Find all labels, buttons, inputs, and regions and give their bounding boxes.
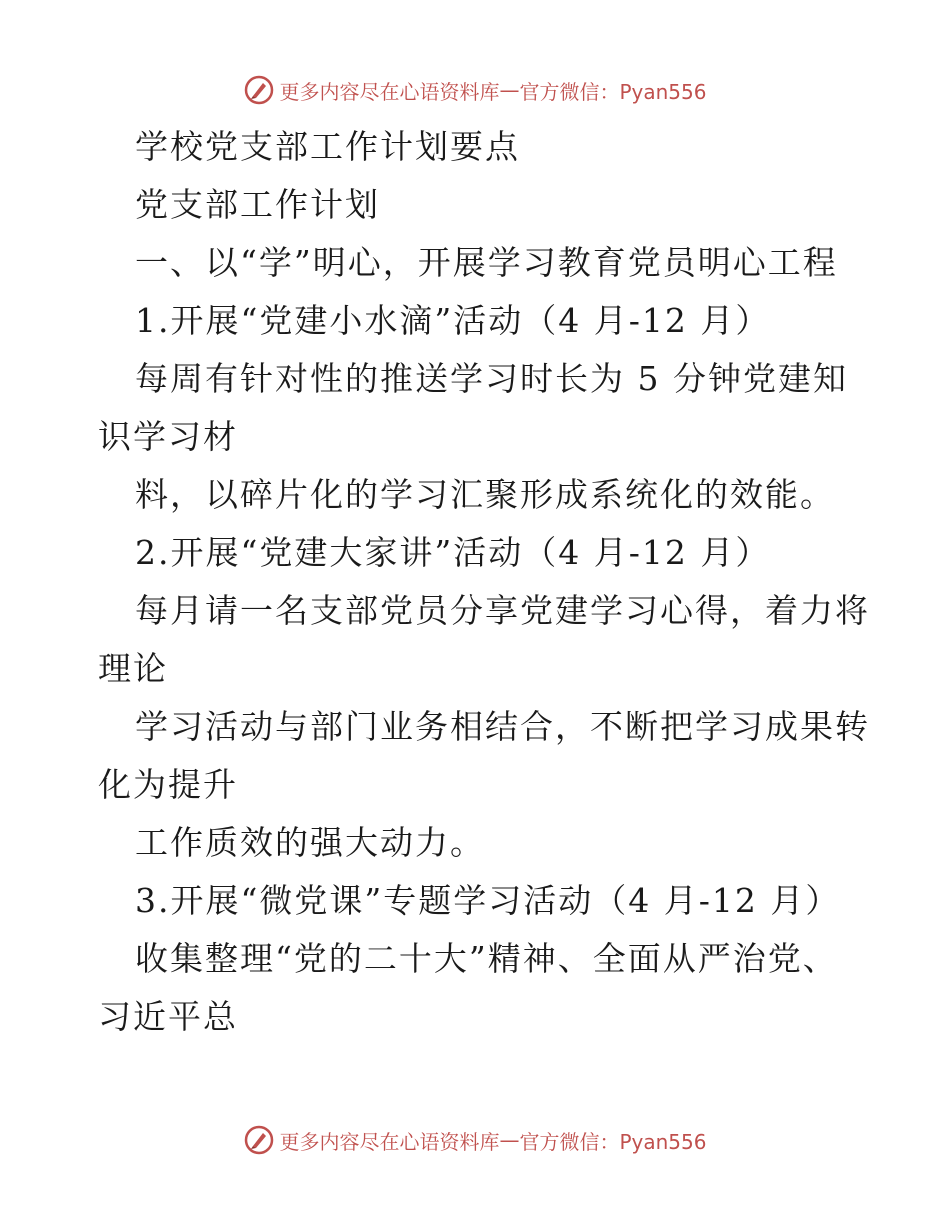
paragraph-line: 工作质效的强大动力。 (135, 823, 485, 862)
watermark-brand: 更多内容尽在心语资料库 (279, 1129, 500, 1154)
paragraph-line: 收集整理“党的二十大”精神、全面从严治党、 (135, 939, 838, 978)
paragraph-line: 每月请一名支部党员分享党建学习心得，着力将 (135, 591, 870, 630)
watermark-separator: — (499, 1128, 520, 1152)
paragraph-line: 学习活动与部门业务相结合，不断把学习成果转 (135, 707, 870, 746)
paragraph-line: 识学习材 (98, 417, 238, 456)
document-title: 学校党支部工作计划要点 (135, 127, 520, 166)
paragraph-line: 理论 (98, 649, 168, 688)
footer-watermark (0, 1120, 950, 1160)
pen-nib-circle-icon (243, 74, 275, 106)
paragraph-line: 料，以碎片化的学习汇聚形成系统化的效能。 (135, 475, 835, 514)
watermark-brand: 更多内容尽在心语资料库 (279, 79, 500, 104)
watermark-separator: — (499, 78, 520, 102)
paragraph-line: 化为提升 (98, 765, 238, 804)
section-heading: 一、以“学”明心，开展学习教育党员明心工程 (135, 243, 838, 282)
document-body (98, 118, 870, 1046)
item-heading: 3.开展“微党课”专题学习活动（4 月-12 月） (135, 881, 841, 920)
paragraph-line: 每周有针对性的推送学习时长为 5 分钟党建知 (135, 359, 848, 398)
paragraph-line: 习近平总 (98, 997, 238, 1036)
pen-nib-circle-icon (243, 1124, 275, 1156)
document-subtitle: 党支部工作计划 (135, 185, 380, 224)
header-watermark (0, 70, 950, 110)
item-heading: 1.开展“党建小水滴”活动（4 月-12 月） (135, 301, 771, 340)
watermark-contact: 官方微信：Pyan556 (519, 79, 707, 104)
watermark-contact: 官方微信：Pyan556 (519, 1129, 707, 1154)
item-heading: 2.开展“党建大家讲”活动（4 月-12 月） (135, 533, 771, 572)
